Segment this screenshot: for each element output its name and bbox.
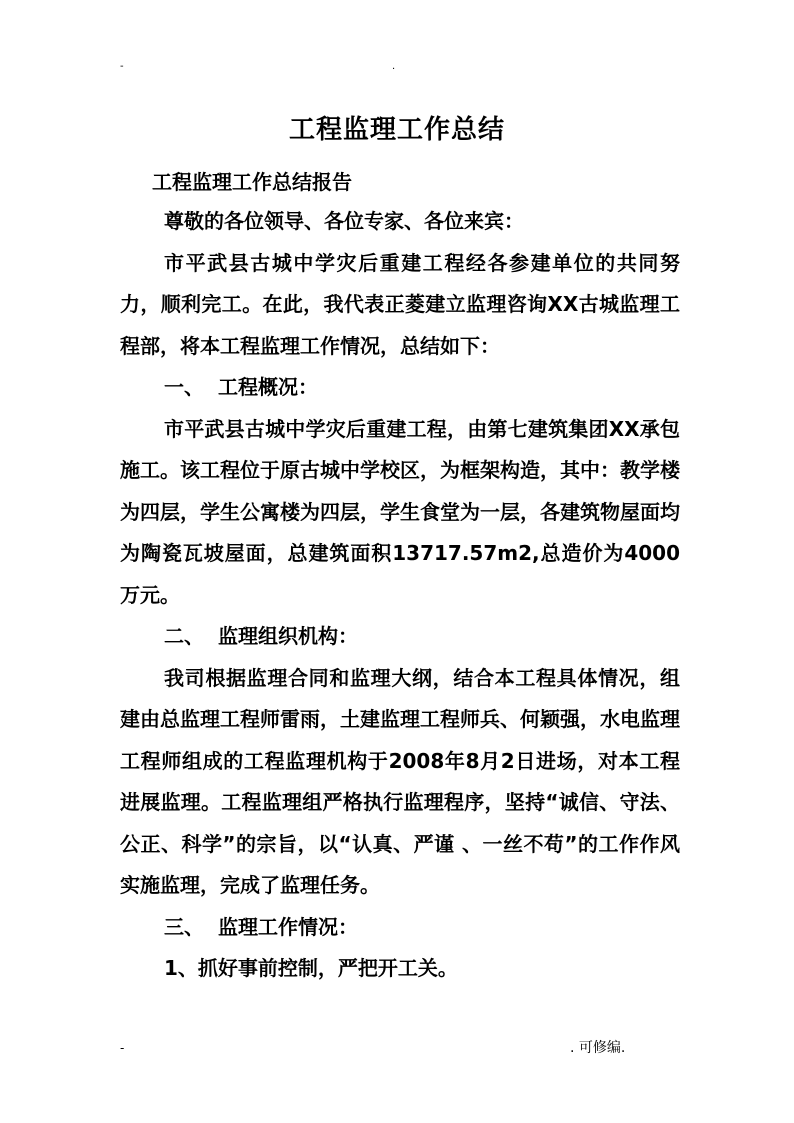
- greeting-paragraph: 尊敬的各位领导、各位专家、各位来宾：: [164, 209, 524, 233]
- section-title: 监理组织机构：: [218, 624, 358, 648]
- footer-left-mark: -: [120, 1041, 125, 1055]
- section-number: 二、: [164, 624, 204, 648]
- header-left-mark: -: [120, 61, 124, 72]
- section-title: 监理工作情况：: [218, 914, 358, 939]
- section-heading-overview: [120, 367, 680, 409]
- overview-paragraph: 市平武县古城中学灾后重建工程，由第七建筑集团XX承包施工。该工程位于原古城中学校区，为框架构造，其中：教学楼为四层，学生公寓楼为四层，学生食堂为一层，各建筑物屋面均为陶瓷瓦坡屋面，总建筑面积13717.57m2,总造价为4000万元。: [120, 416, 680, 607]
- section-number: 三、: [164, 914, 204, 939]
- footer-editable-note: . 可修编.: [570, 1040, 626, 1056]
- section-heading-organization: [120, 616, 680, 658]
- section-title: 工程概况：: [218, 375, 318, 399]
- section-number: 一、: [164, 375, 204, 399]
- document-title: 工程监理工作总结: [288, 115, 505, 145]
- document-body: [120, 164, 680, 990]
- item-1: 1、抓好事前控制，严把开工关。: [164, 956, 458, 980]
- document-subtitle: 工程监理工作总结报告: [152, 170, 352, 194]
- section-heading-work: [120, 907, 680, 949]
- organization-paragraph: 我司根据监理合同和监理大纲，结合本工程具体情况，组建由总监理工程师雷雨，土建监理工程师兵、何颖强，水电监理工程师组成的工程监理机构于2008年8月2日进场，对本工程进展监理。工程监理组严格执行监理程序，坚持“诚信、守法、公正、科学”的宗旨，以“认真、严谨 、一丝不苟”的工作作风实施监理，完成了监理任务。: [120, 665, 680, 897]
- header-right-mark: .: [392, 61, 396, 72]
- intro-paragraph: 市平武县古城中学灾后重建工程经各参建单位的共同努力，顺利完工。在此，我代表正菱建立监理咨询XX古城监理工程部，将本工程监理工作情况，总结如下：: [120, 250, 680, 358]
